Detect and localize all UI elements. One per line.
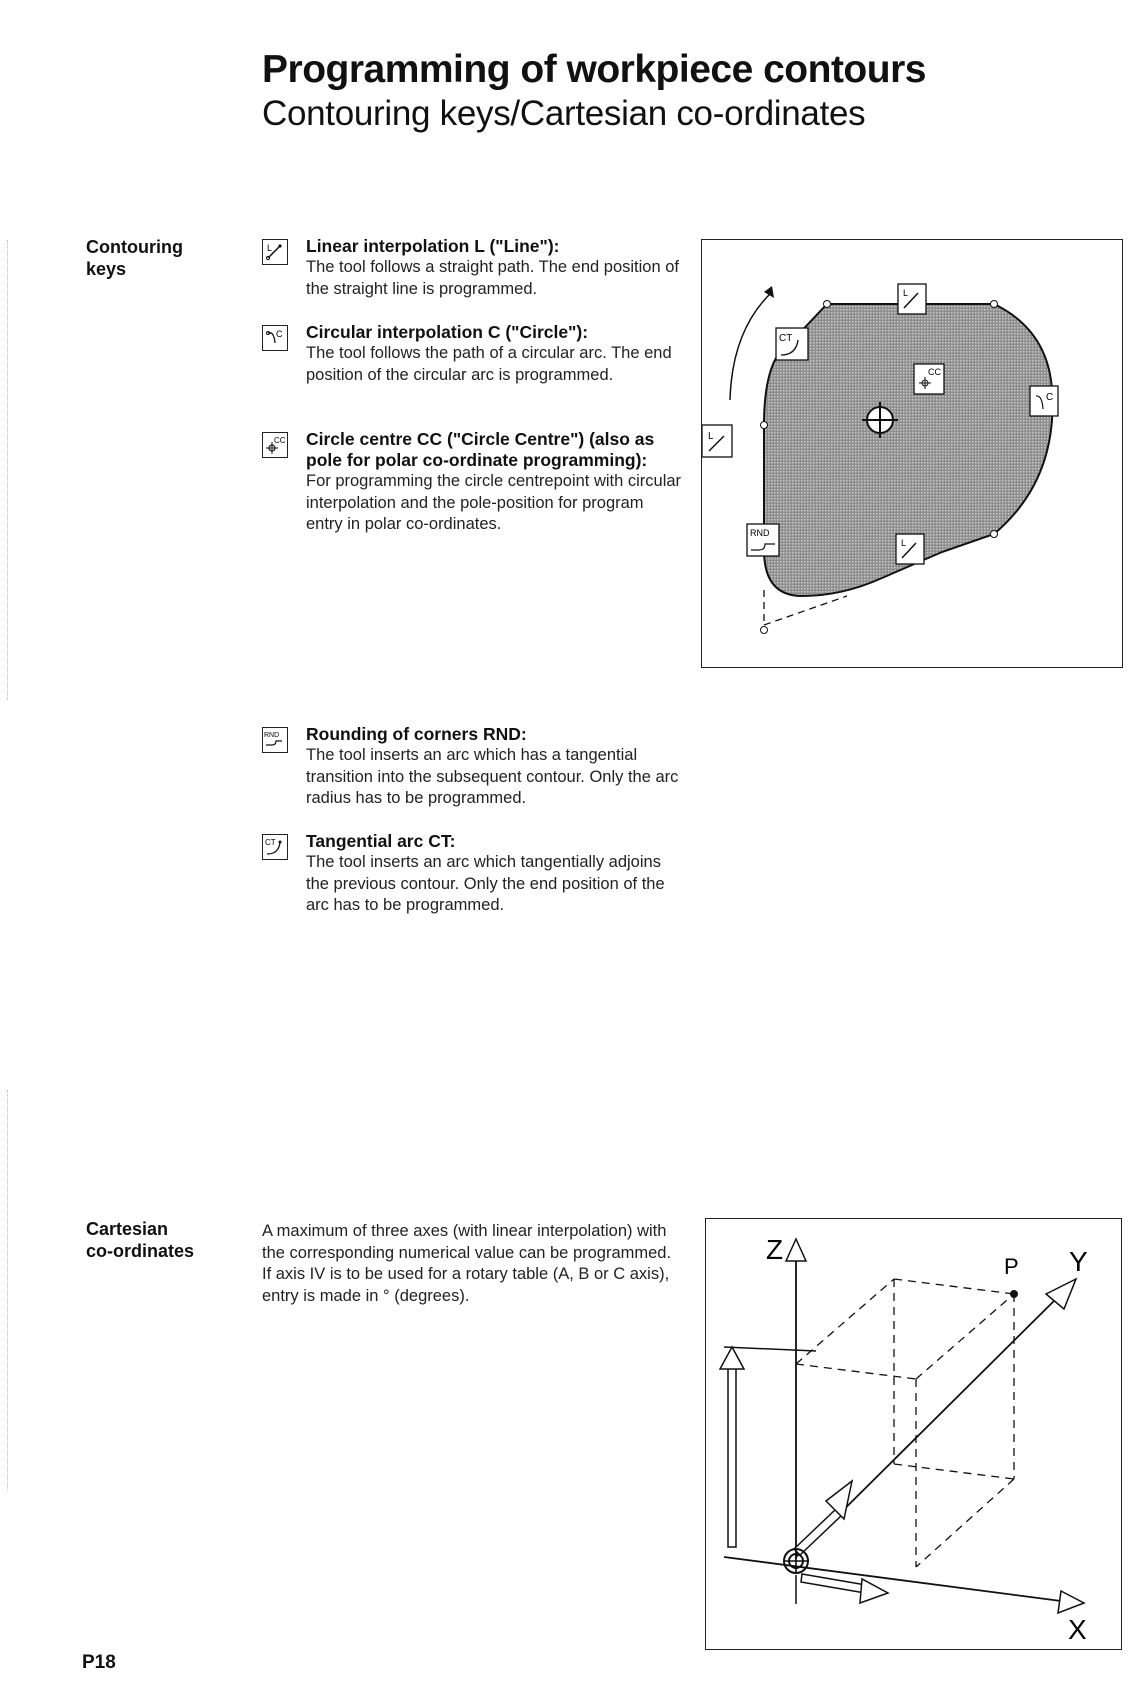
z-axis-label: Z (766, 1234, 784, 1265)
key-entry-circle-centre (262, 429, 682, 536)
key-heading: Tangential arc CT: (306, 831, 456, 851)
key-description: The tool follows the path of a circular arc. The end position of the circular arc is programmed. (306, 344, 672, 384)
x-axis-label: X (1068, 1614, 1087, 1645)
svg-text:L: L (903, 288, 909, 298)
svg-text:CT: CT (779, 333, 793, 344)
key-description: The tool follows a straight path. The end position of the straight line is programmed. (306, 258, 680, 298)
key-entry-rounding (262, 724, 682, 810)
margin-dots (7, 240, 8, 700)
z-axis-arrowhead (786, 1239, 806, 1261)
badge-circle (1030, 386, 1058, 416)
svg-text:L: L (267, 243, 273, 253)
contour-point (991, 531, 998, 538)
rounding-key-icon (262, 727, 288, 753)
section-label-contouring: Contouring keys (86, 237, 183, 279)
badge-rounding (747, 524, 779, 556)
svg-text:CT: CT (265, 838, 276, 847)
y-axis-label: Y (1069, 1246, 1088, 1277)
z-movement-arrow (720, 1347, 744, 1547)
x-movement-arrow (801, 1574, 888, 1603)
cartesian-paragraph: A maximum of three axes (with linear interpolation) with the corresponding numerical value can be programmed. If axis IV is to be used for a rotary table (A, B or C axis), entry is made in ° (degrees). (262, 1222, 672, 1305)
circle-centre-key-icon (262, 432, 288, 458)
badge-line-top (898, 284, 926, 314)
cartesian-figure (705, 1218, 1122, 1650)
svg-text:L: L (901, 538, 907, 548)
badge-line-left (702, 425, 732, 457)
key-entry-line (262, 236, 682, 300)
contour-point (824, 301, 831, 308)
margin-dots (7, 1090, 8, 1490)
page-subtitle: Contouring keys/Cartesian co-ordinates (262, 94, 866, 133)
key-heading: Rounding of corners RND: (306, 724, 527, 744)
direction-arrowhead (764, 286, 774, 298)
cartesian-diagram (706, 1219, 1120, 1648)
dashed-path (764, 596, 847, 625)
point-p-label: P (1004, 1254, 1019, 1279)
key-heading: Linear interpolation L ("Line"): (306, 236, 560, 256)
contour-figure (701, 239, 1123, 668)
tangential-arc-key-icon (262, 834, 288, 860)
key-description: For programming the circle centrepoint with circular interpolation and the pole-position for program entry in polar co-ordinates. (306, 472, 682, 533)
svg-text:RND: RND (750, 528, 770, 538)
key-description: The tool inserts an arc which tangentially adjoins the previous contour. Only the end position of the arc has to be programmed. (306, 853, 665, 914)
line-key-icon (262, 239, 288, 265)
start-point (761, 627, 768, 634)
key-heading: Circle centre CC ("Circle Centre") (also as pole for polar co-ordinate programming): (306, 429, 655, 470)
key-heading: Circular interpolation C ("Circle"): (306, 322, 589, 342)
y-movement-arrow (794, 1481, 852, 1555)
svg-text:RND: RND (264, 732, 280, 739)
svg-text:CC: CC (928, 367, 941, 377)
key-entry-circle (262, 322, 682, 386)
contour-point (991, 301, 998, 308)
contour-diagram (702, 240, 1121, 666)
badge-line-bottom (896, 534, 924, 564)
x-axis-arrowhead (1058, 1591, 1084, 1613)
svg-text:L: L (708, 431, 714, 442)
badge-tangential (776, 328, 808, 360)
contour-point (761, 422, 768, 429)
direction-arrow (730, 292, 772, 400)
circle-key-icon (262, 325, 288, 351)
svg-text:CC: CC (274, 436, 286, 445)
key-description: The tool inserts an arc which has a tangential transition into the subsequent contour. Only the arc radius has to be programmed. (306, 746, 679, 807)
svg-text:C: C (276, 329, 283, 339)
key-entry-tangential (262, 831, 682, 917)
page-number: P18 (82, 1652, 116, 1673)
point-p (1010, 1290, 1018, 1298)
section-label-cartesian: Cartesian co-ordinates (86, 1219, 195, 1261)
badge-circle-centre (914, 364, 944, 394)
svg-text:C: C (1046, 392, 1054, 403)
page-title: Programming of workpiece contours (262, 48, 926, 91)
